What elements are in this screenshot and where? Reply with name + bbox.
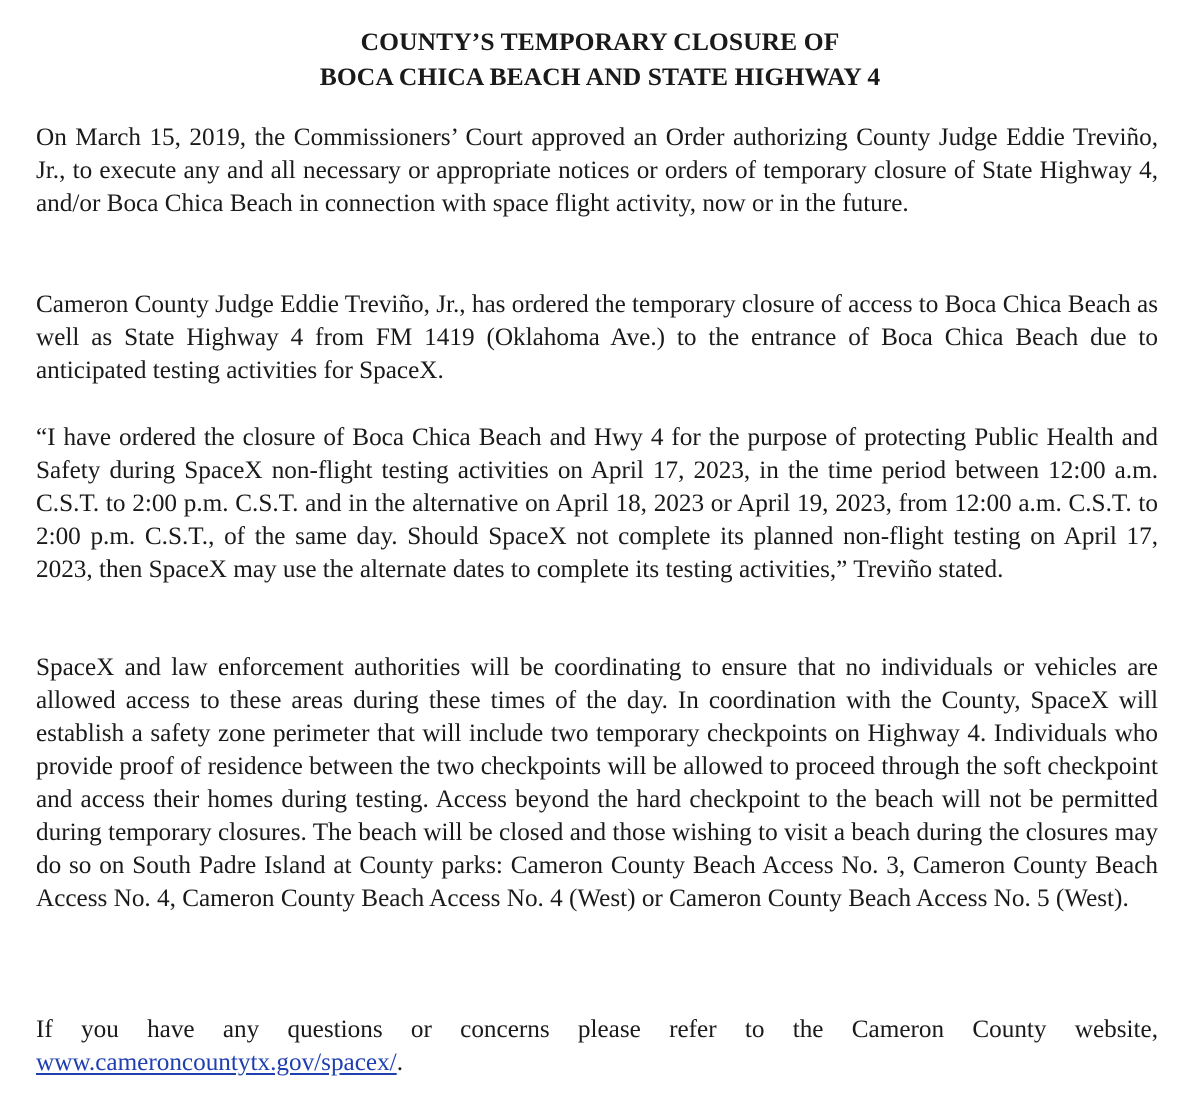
paragraph-judge-quote: “I have ordered the closure of Boca Chica Beach and Hwy 4 for the purpose of protecting Public Health and Safety during SpaceX non-flight testing activities on April 17, 2023, in the time period between 12:00 a.m. C.S.T. to 2:00 p.m. C.S.T. and in the alternative on April 18, 2023 or April 19, 2023, from 12:00 a.m. C.S.T. to 2:00 p.m. C.S.T., of the same day. Should SpaceX not complete its planned non-flight testing on April 17, 2023, then SpaceX may use the alternate dates to complete its testing activities,” Treviño stated. <box>36 424 1158 583</box>
document-title-line-1: COUNTY’S TEMPORARY CLOSURE OF <box>360 27 840 56</box>
document-title-line-2: BOCA CHICA BEACH AND STATE HIGHWAY 4 <box>319 62 881 91</box>
paragraph-checkpoints: SpaceX and law enforcement authorities will be coordinating to ensure that no individuals or vehicles are allowed access to these areas during these times of the day. In coordination with the County, SpaceX will establish a safety zone perimeter that will include two temporary checkpoints on Highway 4. Individuals who provide proof of residence between the two checkpoints will be allowed to proceed through the soft checkpoint and access their homes during testing. Access beyond the hard checkpoint to the beach will not be permitted during temporary closures. The beach will be closed and those wishing to visit a beach during the closures may do so on South Padre Island at County parks: Cameron County Beach Access No. 3, Cameron County Beach Access No. 4, Cameron County Beach Access No. 4 (West) or Cameron County Beach Access No. 5 (West). <box>36 654 1158 912</box>
paragraph-order-authorization: On March 15, 2019, the Commissioners’ Court approved an Order authorizing County Judge Eddie Treviño, Jr., to execute any and all necessary or appropriate notices or orders of temporary closure of State Highway 4, and/or Boca Chica Beach in connection with space flight activity, now or in the future. <box>36 124 1158 217</box>
closing-period: . <box>396 1049 403 1076</box>
contact-text: If you have any questions or concerns please refer to the Cameron County website, <box>36 1016 1158 1043</box>
county-website-link[interactable]: www.cameroncountytx.gov/spacex/ <box>36 1049 397 1076</box>
paragraph-closure-order: Cameron County Judge Eddie Treviño, Jr., has ordered the temporary closure of access to Boca Chica Beach as well as State Highway 4 from FM 1419 (Oklahoma Ave.) to the entrance of Boca Chica Beach due to anticipated testing activities for SpaceX. <box>36 291 1158 384</box>
paragraph-contact <box>36 1013 1158 1079</box>
